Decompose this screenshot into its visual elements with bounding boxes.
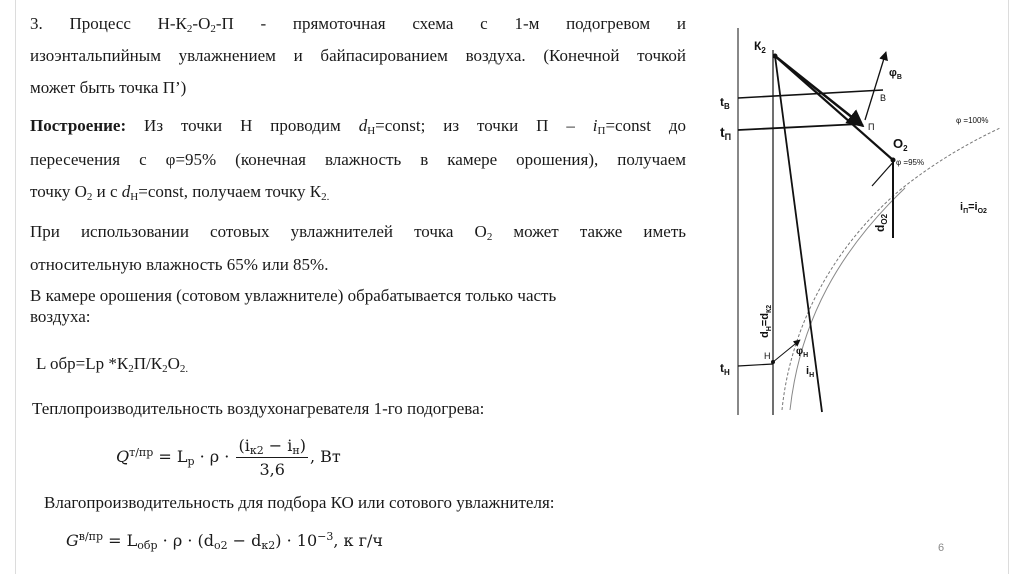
label-b: В [880, 93, 887, 103]
label-ih: $i_Н$ [806, 365, 815, 379]
formula-l-obr: L обр=Lр $*К_2П/К_2О_{2.}$ [36, 354, 189, 375]
construction-line-3: точку $О_2$ и с $d_Н=const$, получаем точку $К_{2.}$ [30, 182, 330, 203]
point-k2 [773, 54, 778, 59]
label-th: $t_Н$ [720, 361, 730, 377]
line-k2-o2 [775, 56, 893, 160]
label-tp: $t_П$ [720, 124, 732, 142]
formula-heat-fraction: $\frac{(i_{к2} - i_н)}{3,6}$ [238, 436, 306, 479]
construction-label: Построение: [30, 116, 127, 135]
moisture-heading: Влагопроизводительность для подбора КО или сотового увлажнителя: [44, 493, 555, 512]
label-dn-dk2: $d_Н=d_{К2}$ [759, 304, 773, 338]
formula-moisture: $G^{в/пр} = L_{обр} \cdot \rho \cdot (d_{о2} - d_{к2}) \cdot 10^{-3}$, к г/ч [66, 530, 383, 552]
title-line-3: может быть точка П’) [30, 78, 187, 97]
point-h [771, 360, 775, 364]
label-h: Н [764, 351, 771, 361]
paragraph-2-line-2: относительную влажность 65% или 85%. [30, 255, 329, 274]
formula-heat: $Q^{т/пр} = L_р \cdot \rho$ · $\frac{(i_{к2} - i_н)}{3,6}$ , Вт [116, 436, 341, 479]
curve-phi-100 [782, 128, 1000, 410]
line-tp [738, 124, 860, 130]
point-o2 [891, 158, 896, 163]
label-phi-h: $\varphi_Н$ [796, 346, 809, 359]
label-ip-io2: $i_П=i_{О2}$ [960, 201, 987, 215]
construction-line-2: пересечения с φ=95% (конечная влажность в камере орошения), получаем [30, 150, 686, 169]
label-p: П [868, 122, 875, 132]
page-number: 6 [938, 542, 945, 554]
line-b-phi [865, 52, 886, 120]
label-do2: $d_{О2}$ [873, 213, 889, 232]
label-o2: $О_2$ [893, 136, 908, 153]
line-phi95-arrow [872, 160, 895, 186]
paragraph-3-line-2: воздуха: [30, 307, 91, 326]
line-tb [738, 90, 883, 98]
label-phi-b: $\varphi_В$ [889, 67, 902, 81]
title-line-1: 3. Процесс $Н-К_2-О_2-П$ - прямоточная схема с 1-м подогревом и [30, 14, 687, 35]
label-phi95: φ =95% [896, 158, 925, 167]
line-k2-down [775, 56, 822, 412]
title-line-2: изоэнтальпийным увлажнением и байпасированием воздуха. (Конечной точкой [30, 46, 686, 65]
paragraph-3-line-1: В камере орошения (сотовом увлажнителе) обрабатывается только часть [30, 286, 557, 305]
paragraph-2-line-1: При использовании сотовых увлажнителей точка $О_2$ может также иметь [30, 222, 686, 243]
label-phi100: φ =100% [956, 116, 989, 125]
line-th [738, 364, 773, 366]
label-k2: $К_2$ [754, 39, 766, 55]
construction-line-1: Построение: Из точки Н проводим $d_Н=const$; из точки $П - i_П=const$ до [30, 116, 686, 137]
label-tb: $t_В$ [720, 95, 730, 111]
heat-heading: Теплопроизводительность воздухонагревателя 1-го подогрева: [32, 399, 485, 418]
